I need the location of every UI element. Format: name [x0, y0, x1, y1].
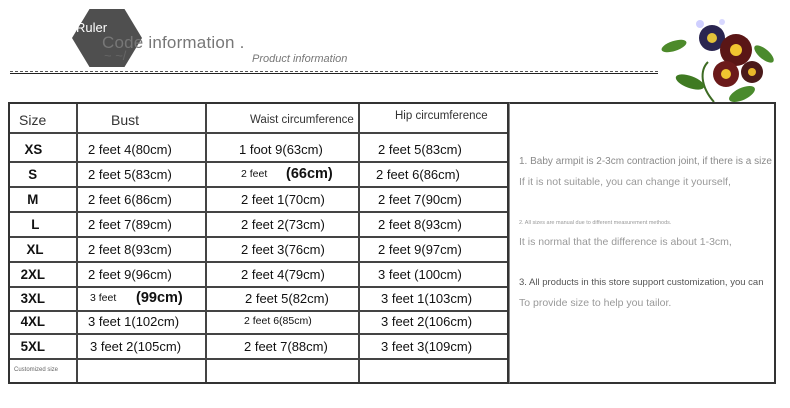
hip-value: 2 feet 5(83cm) [378, 142, 462, 157]
waist-value: (66cm) [286, 166, 333, 182]
header-divider [10, 73, 658, 74]
waist-value: 2 feet 6(85cm) [244, 315, 312, 327]
waist-value-prefix: 2 feet [241, 168, 268, 180]
size-label: L [31, 216, 40, 232]
bust-value: 2 feet 6(86cm) [88, 192, 172, 207]
size-label: 4XL [20, 313, 46, 329]
hip-value: 3 feet 2(106cm) [381, 314, 473, 329]
note-2: 2. All sizes are manual due to different measurement methods. [519, 220, 672, 226]
size-label: XS [24, 141, 43, 157]
page-subtitle: Product information [252, 53, 348, 65]
size-label: 5XL [20, 338, 46, 354]
hip-value: 2 feet 9(97cm) [378, 242, 462, 257]
table-row [10, 262, 507, 287]
size-label: 3XL [20, 290, 46, 306]
hip-value: 3 feet 3(109cm) [381, 339, 473, 354]
header-hip: Hip circumference [395, 110, 488, 122]
header-divider-dashed [10, 71, 658, 72]
table-row [10, 162, 507, 187]
bust-value-prefix: 3 feet [90, 292, 117, 304]
bust-value: 2 feet 8(93cm) [88, 242, 172, 257]
bust-value: (99cm) [136, 290, 183, 306]
hip-value: 2 feet 8(93cm) [378, 217, 462, 232]
table-row [10, 187, 507, 212]
header-waist: Waist circumference [250, 114, 354, 126]
table-row [10, 212, 507, 237]
header-size: Size [19, 112, 47, 128]
hip-value: 2 feet 7(90cm) [378, 192, 462, 207]
table-row [10, 237, 507, 262]
flower-decoration-icon [660, 10, 780, 104]
bust-value: 3 feet 2(105cm) [90, 339, 182, 354]
bust-value: 2 feet 4(80cm) [88, 142, 172, 157]
table-row [10, 358, 507, 383]
table-row [10, 334, 507, 359]
note-1: 1. Baby armpit is 2-3cm contraction joint, if there is a size [519, 156, 772, 167]
waist-value: 2 feet 3(76cm) [241, 242, 325, 257]
bust-value: 2 feet 7(89cm) [88, 217, 172, 232]
hip-value: 2 feet 6(86cm) [376, 167, 460, 182]
size-label: 2XL [20, 266, 46, 282]
size-label: XL [26, 241, 44, 257]
custom-size-label: Customized size [14, 367, 59, 373]
notes-panel [509, 102, 776, 384]
hip-value: 3 feet 1(103cm) [381, 291, 473, 306]
table-row [10, 309, 507, 334]
bust-value: 3 feet 1(102cm) [88, 314, 180, 329]
bust-value: 2 feet 5(83cm) [88, 167, 172, 182]
waist-value: 1 foot 9(63cm) [239, 142, 323, 157]
note-3: 3. All products in this store support customization, you can [519, 277, 764, 288]
size-label: M [27, 191, 39, 207]
waist-value: 2 feet 5(82cm) [245, 291, 329, 306]
table-header-row [10, 108, 507, 133]
note-2-detail: It is normal that the difference is about 1-3cm, [519, 236, 732, 248]
note-3-detail: To provide size to help you tailor. [519, 297, 672, 309]
header-bust: Bust [111, 112, 140, 128]
table-row [10, 137, 507, 162]
waist-value: 2 feet 4(79cm) [241, 267, 325, 282]
bust-value: 2 feet 9(96cm) [88, 267, 172, 282]
waist-value: 2 feet 7(88cm) [244, 339, 328, 354]
note-1-detail: If it is not suitable, you can change it yourself, [519, 176, 731, 188]
title-decoration: ~ ~/ [104, 48, 127, 63]
page-title: Code information . [102, 33, 245, 52]
table-row [10, 286, 507, 311]
ruler-label: Ruler [76, 20, 108, 35]
size-label: S [28, 166, 38, 182]
waist-value: 2 feet 2(73cm) [241, 217, 325, 232]
size-table [8, 102, 509, 384]
waist-value: 2 feet 1(70cm) [241, 192, 325, 207]
hip-value: 3 feet (100cm) [378, 267, 462, 282]
